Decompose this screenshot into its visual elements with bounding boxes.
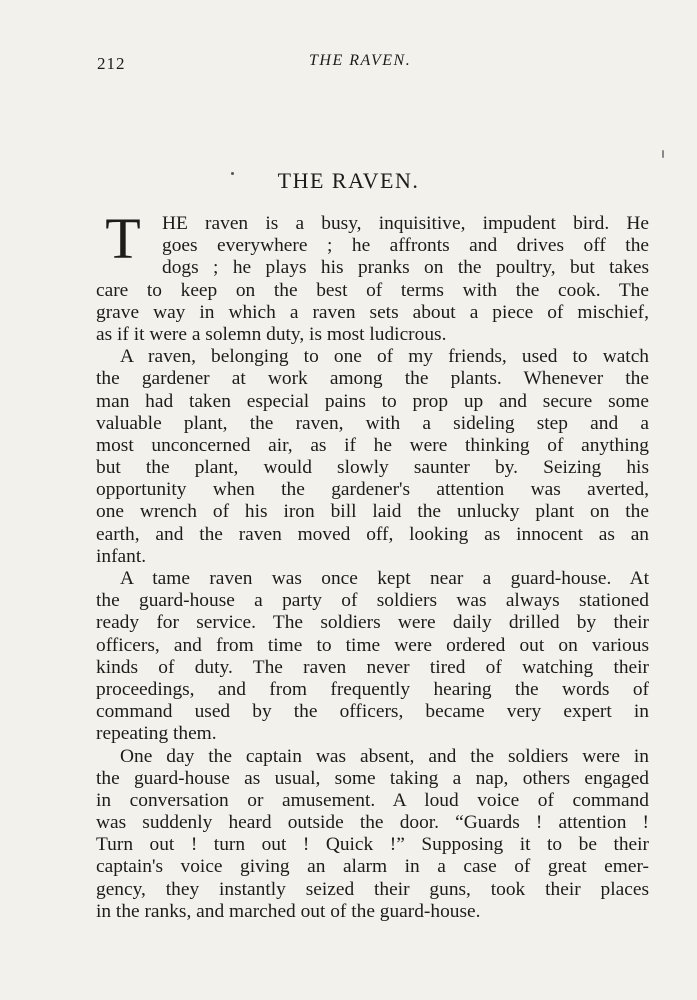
text-line: proceedings, and from frequently hearing the words of — [96, 678, 649, 700]
text-line: the guard-house a party of soldiers was always stationed — [96, 590, 649, 612]
text-line: most unconcerned air, as if he were thinking of anything — [96, 434, 649, 456]
text-line: HE raven is a busy, inquisitive, impudent bird. He — [162, 213, 649, 234]
text-line: grave way in which a raven sets about a piece of mischief, — [96, 301, 649, 323]
text-line: care to keep on the best of terms with the cook. The — [96, 279, 649, 301]
chapter-title: THE RAVEN. — [277, 168, 420, 193]
text-line: earth, and the raven moved off, looking as innocent as an — [96, 523, 649, 545]
text-line: goes everywhere ; he affronts and drives off the — [162, 235, 649, 257]
running-title: THE RAVEN. — [309, 52, 412, 69]
text-line: gency, they instantly seized their guns, took their places — [96, 878, 649, 900]
text-line: man had taken especial pains to prop up and secure some — [96, 390, 649, 412]
text-line: captain's voice giving an alarm in a case of great emer- — [96, 856, 649, 878]
text-line: in conversation or amusement. A loud voice of command — [96, 789, 649, 811]
text-line: A tame raven was once kept near a guard-house. At — [120, 568, 649, 589]
text-line: One day the captain was absent, and the soldiers were in — [120, 745, 649, 767]
text-line: valuable plant, the raven, with a sideling step and a — [96, 412, 649, 434]
text-line: kinds of duty. The raven never tired of watching their — [96, 656, 649, 678]
text-line: A raven, belonging to one of my friends, used to watch — [120, 346, 649, 368]
body-text — [96, 206, 649, 923]
text-line: officers, and from time to time were ordered out on various — [96, 634, 649, 656]
text-line: the gardener at work among the plants. Whenever the — [96, 368, 649, 390]
running-header — [97, 50, 617, 74]
text-line: in the ranks, and marched out of the guard-house. — [96, 900, 481, 922]
text-line: opportunity when the gardener's attention was averted, — [96, 479, 649, 501]
text-line: infant. — [96, 545, 147, 567]
text-line: command used by the officers, became very expert in — [96, 701, 649, 723]
text-line: Turn out ! turn out ! Quick !” Supposing it to be their — [96, 834, 649, 856]
text-line: dogs ; he plays his pranks on the poultry, but takes — [162, 257, 649, 279]
drop-cap: T — [105, 206, 141, 271]
text-line: repeating them. — [96, 723, 217, 745]
print-speck — [231, 172, 234, 175]
text-line: but the plant, would slowly saunter by. Seizing his — [96, 457, 649, 479]
text-line: as if it were a solemn duty, is most ludicrous. — [96, 323, 447, 345]
text-line: one wrench of his iron bill laid the unlucky plant on the — [96, 501, 649, 523]
page-number: 212 — [97, 54, 126, 73]
text-line: ready for service. The soldiers were daily drilled by their — [96, 612, 649, 634]
print-speck — [662, 150, 664, 158]
text-line: the guard-house as usual, some taking a nap, others engaged — [96, 767, 649, 789]
text-line: was suddenly heard outside the door. “Guards ! attention ! — [96, 812, 649, 834]
